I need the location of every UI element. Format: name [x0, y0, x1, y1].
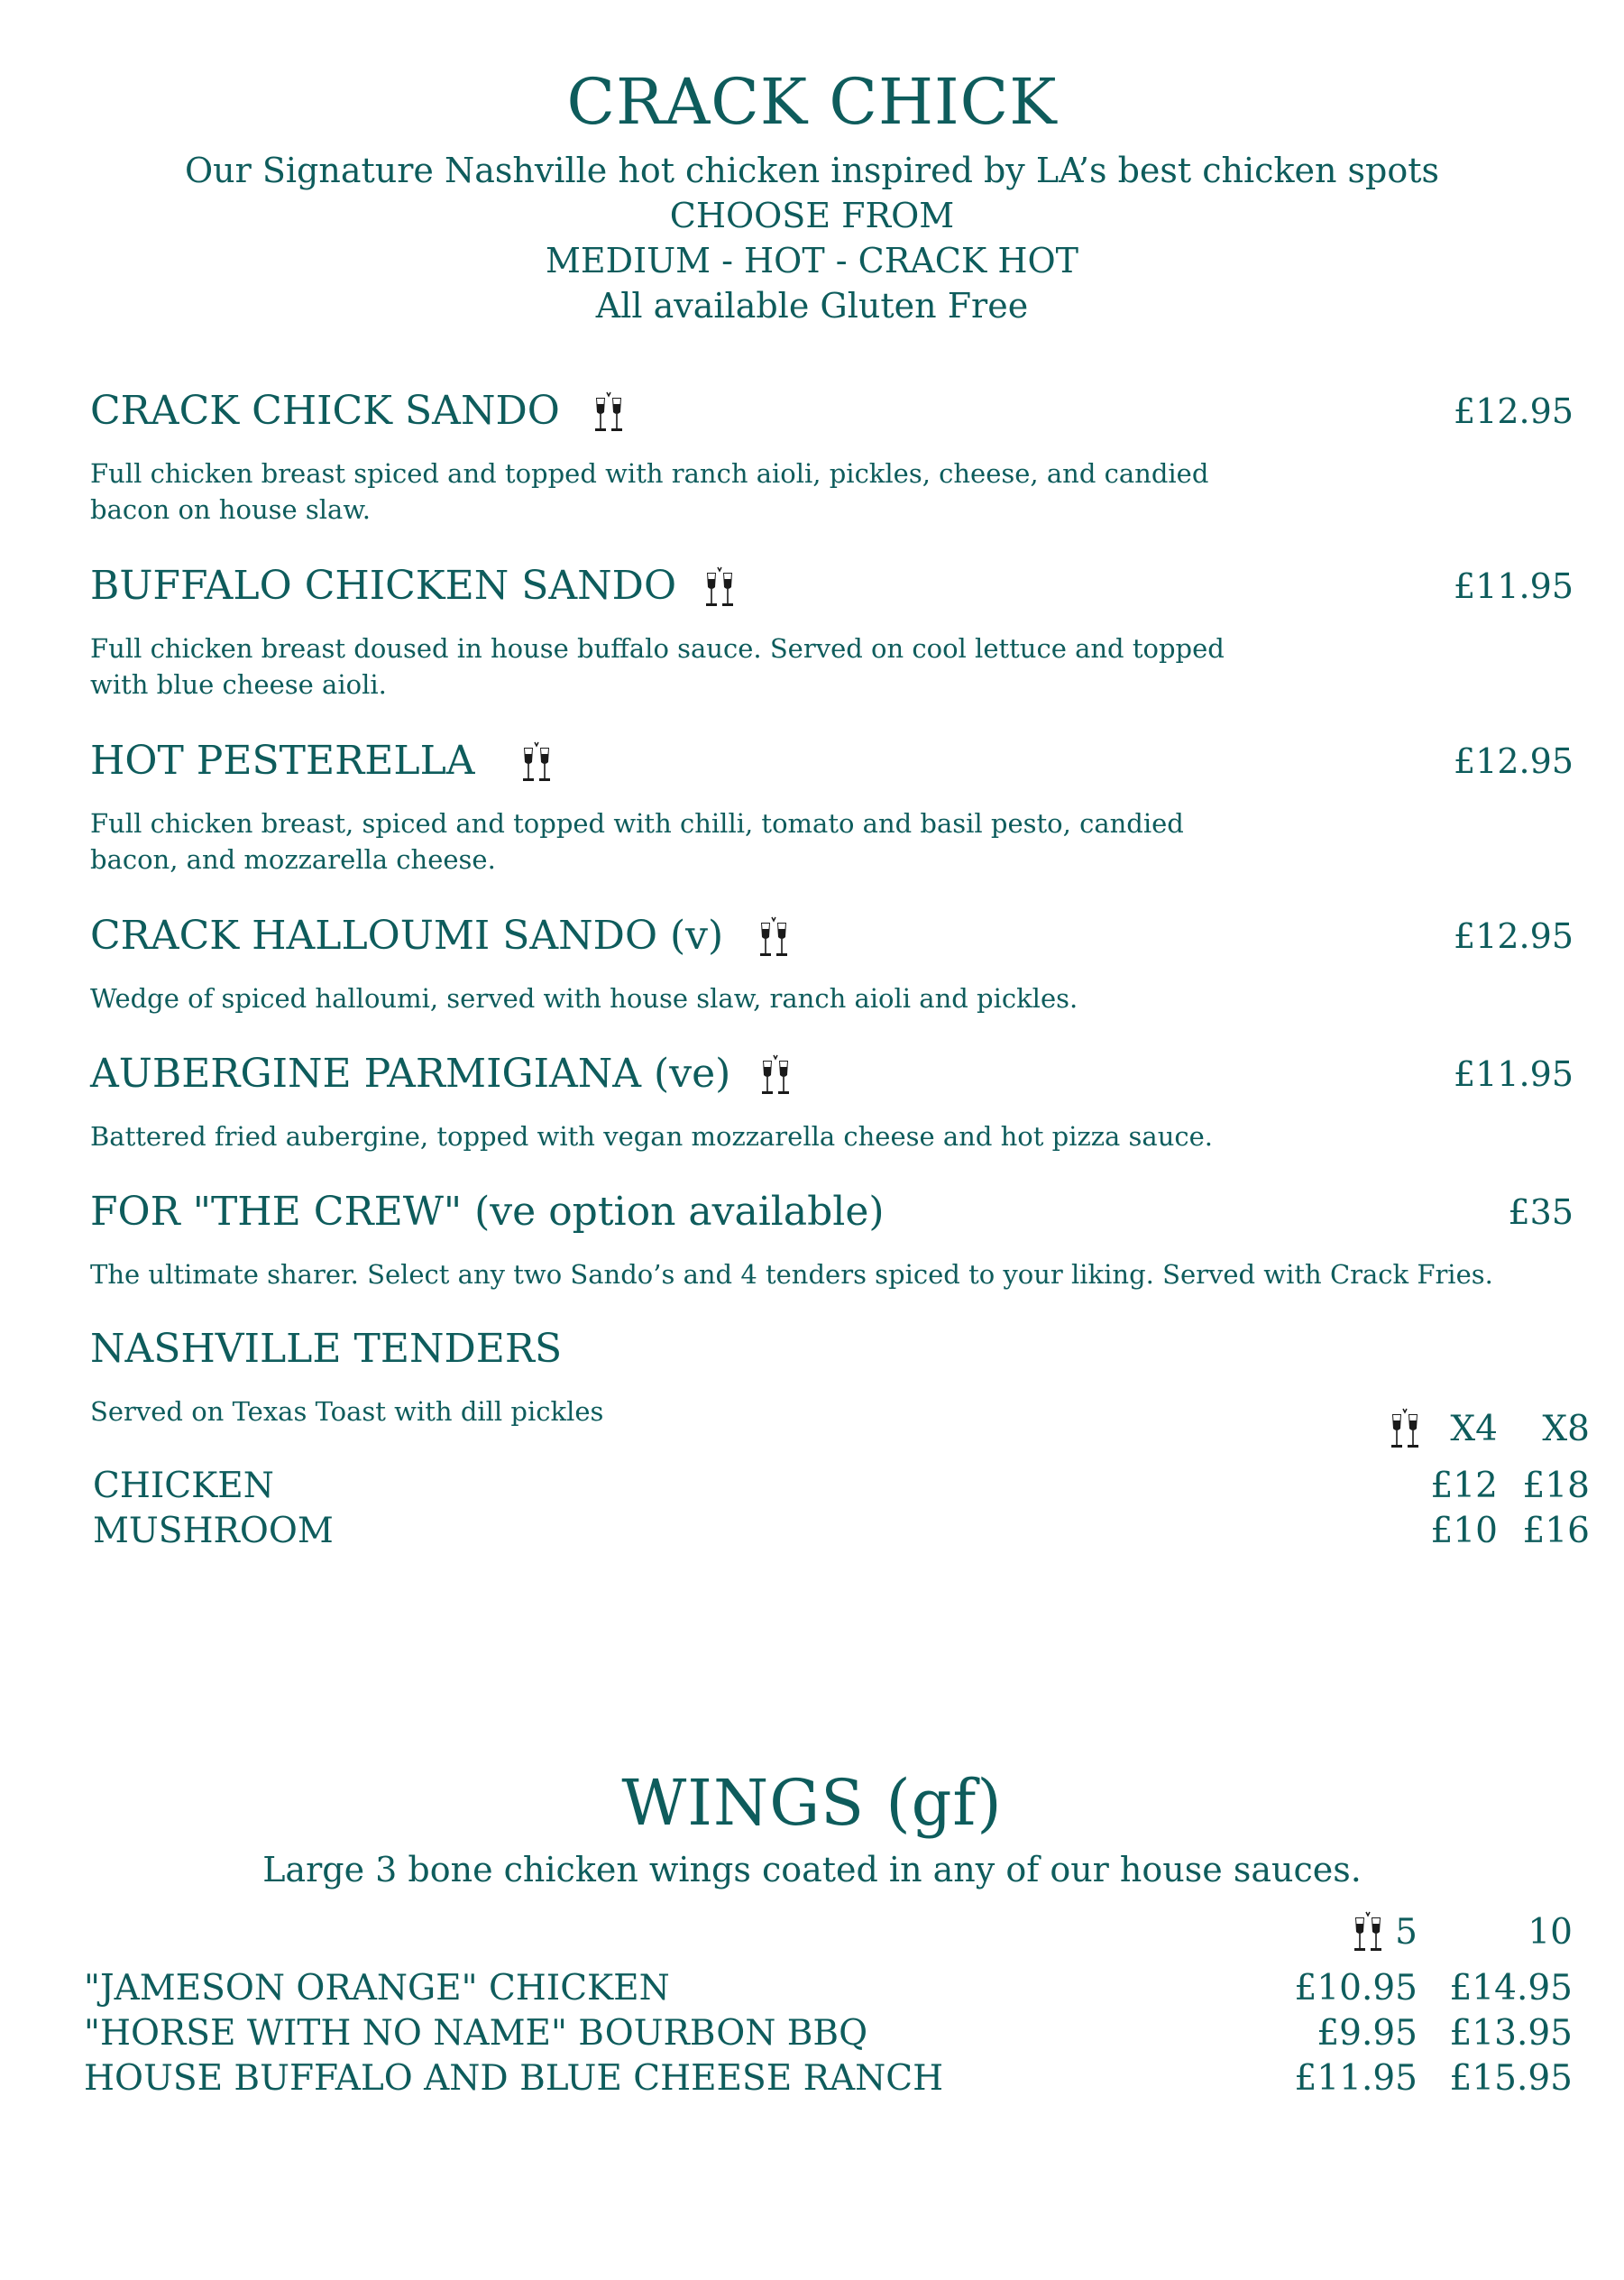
- wings-row-name: HOUSE BUFFALO AND BLUE CHEESE RANCH: [84, 2058, 944, 2099]
- section-title-wings: WINGS (gf): [621, 1766, 1003, 1840]
- wings-row-name: "HORSE WITH NO NAME" BOURBON BBQ: [84, 2013, 868, 2054]
- section-title-crack-chick: CRACK CHICK: [566, 65, 1058, 139]
- item-price: £35: [1508, 1192, 1574, 1232]
- subtitle-line: MEDIUM - HOT - CRACK HOT: [545, 241, 1078, 280]
- subtitle-line: CHOOSE FROM: [669, 196, 955, 235]
- beer-pairing-icon: [1387, 1407, 1423, 1454]
- item-description: Served on Texas Toast with dill pickles: [90, 1396, 604, 1427]
- item-name: HOT PESTERELLA: [90, 738, 475, 784]
- item-description: Wedge of spiced halloumi, served with house slaw, ranch aioli and pickles.: [90, 983, 1078, 1014]
- wings-row-price: £10.95: [1294, 1968, 1418, 2009]
- wings-row-name: "JAMESON ORANGE" CHICKEN: [84, 1968, 670, 2009]
- item-price: £12.95: [1454, 916, 1574, 956]
- beer-pairing-icon: [757, 1053, 794, 1100]
- item-name: FOR "THE CREW" (ve option available): [90, 1189, 885, 1235]
- menu-item-buffalo-chicken-sando: [90, 563, 738, 612]
- item-description: Full chicken breast spiced and topped with ranch aioli, pickles, cheese, and candied bacon on house slaw.: [90, 458, 1209, 525]
- wings-row-price: £11.95: [1294, 2058, 1418, 2099]
- beer-pairing-icon: [1350, 1910, 1386, 1957]
- item-price: £12.95: [1454, 741, 1574, 781]
- item-name: AUBERGINE PARMIGIANA (ve): [90, 1051, 731, 1097]
- item-price: £12.95: [1454, 391, 1574, 431]
- item-name: BUFFALO CHICKEN SANDO: [90, 563, 677, 609]
- column-header-5: 5: [1395, 1912, 1418, 1953]
- column-header-x8: X8: [1542, 1409, 1590, 1449]
- beer-pairing-icon: [702, 565, 738, 612]
- menu-item-hot-pesterella: [90, 738, 555, 787]
- beer-pairing-icon: [518, 740, 555, 787]
- wings-row-price: £15.95: [1449, 2058, 1573, 2099]
- beer-pairing-icon: [756, 915, 792, 962]
- item-price: £11.95: [1454, 1054, 1574, 1094]
- tenders-row-price: £18: [1522, 1466, 1590, 1506]
- item-description: Full chicken breast doused in house buffalo sauce. Served on cool lettuce and topped with blue cheese aioli.: [90, 633, 1225, 700]
- subtitle-line: All available Gluten Free: [595, 286, 1029, 326]
- wings-row-price: £13.95: [1449, 2013, 1573, 2054]
- subtitle-line: Our Signature Nashville hot chicken inspired by LA’s best chicken spots: [184, 151, 1439, 190]
- column-header-x4: X4: [1450, 1409, 1498, 1449]
- tenders-row-name: CHICKEN: [93, 1466, 274, 1506]
- column-header-10: 10: [1528, 1912, 1573, 1953]
- tenders-row-price: £12: [1430, 1466, 1498, 1506]
- tenders-row-price: £16: [1522, 1511, 1590, 1551]
- wings-row-price: £9.95: [1317, 2013, 1418, 2054]
- menu-item-crack-halloumi-sando: [90, 913, 792, 962]
- menu-item-nashville-tenders: NASHVILLE TENDERS: [90, 1326, 563, 1372]
- item-description: Full chicken breast, spiced and topped with chilli, tomato and basil pesto, candied bacon, and mozzarella cheese.: [90, 808, 1184, 875]
- menu-item-for-the-crew: [90, 1189, 885, 1235]
- item-price: £11.95: [1454, 566, 1574, 606]
- menu-item-crack-chick-sando: [90, 388, 627, 437]
- item-name: CRACK CHICK SANDO: [90, 388, 560, 434]
- wings-row-price: £14.95: [1449, 1968, 1573, 2009]
- item-description: The ultimate sharer. Select any two Sando’s and 4 tenders spiced to your liking. Served with Crack Fries.: [90, 1259, 1493, 1290]
- item-description: Battered fried aubergine, topped with vegan mozzarella cheese and hot pizza sauce.: [90, 1121, 1214, 1152]
- wings-subtitle: Large 3 bone chicken wings coated in any of our house sauces.: [262, 1850, 1362, 1889]
- item-name: CRACK HALLOUMI SANDO (v): [90, 913, 724, 959]
- menu-item-aubergine-parmigiana: [90, 1051, 794, 1100]
- beer-pairing-icon: [591, 391, 627, 437]
- tenders-row-price: £10: [1430, 1511, 1498, 1551]
- tenders-row-name: MUSHROOM: [93, 1511, 334, 1551]
